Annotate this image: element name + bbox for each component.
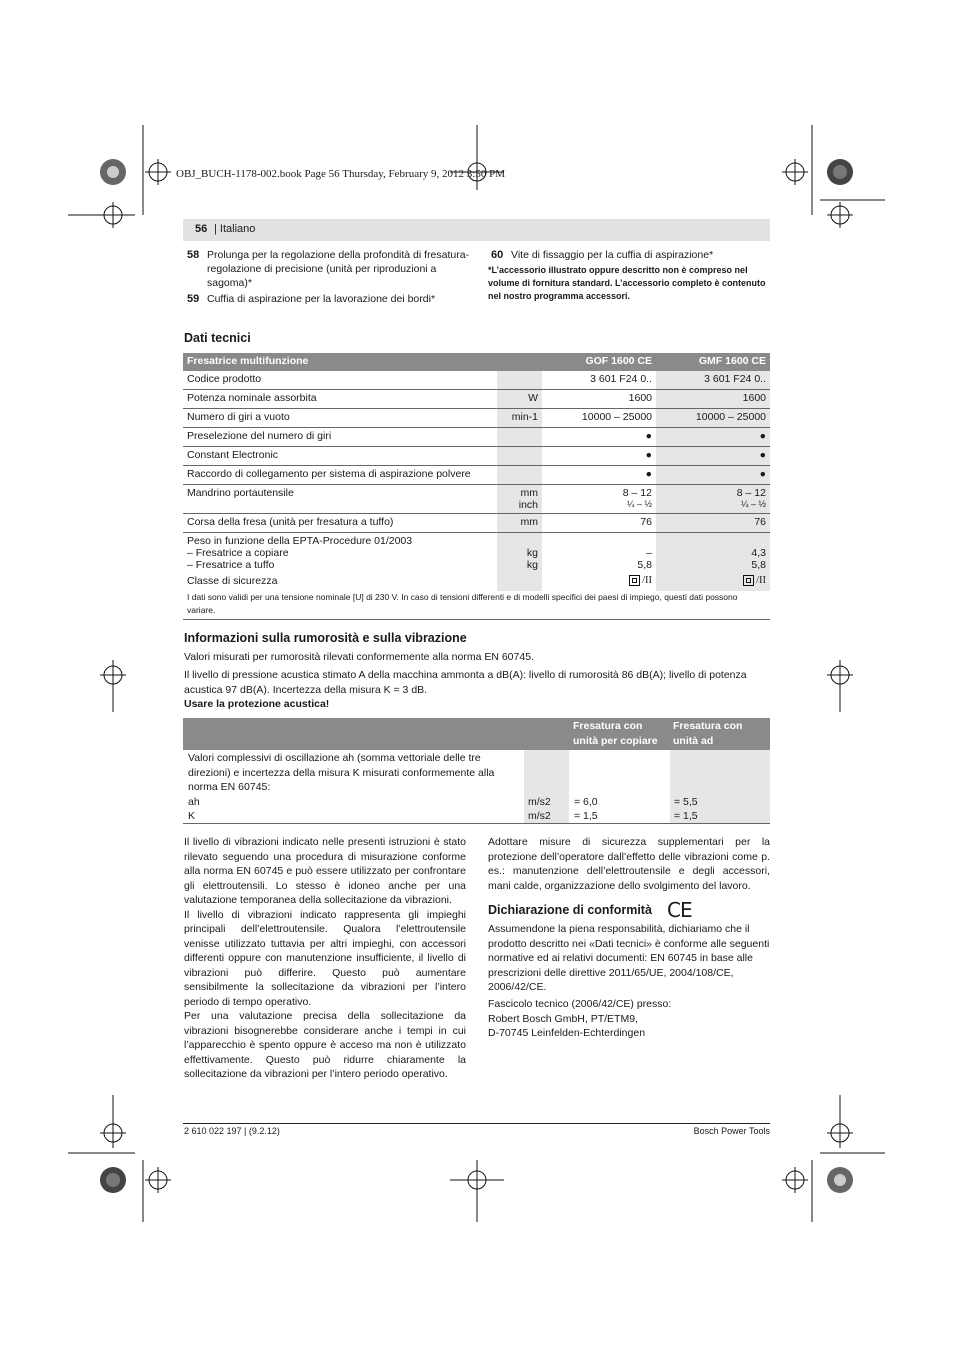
table-row: Classe di sicurezza /II /II xyxy=(183,573,770,591)
footer-left: 2 610 022 197 | (9.2.12) xyxy=(184,1126,280,1136)
noise-p1: Valori misurati per rumorosità rilevati conformemente alla norma EN 60745. xyxy=(184,651,534,663)
tech-header-row xyxy=(183,353,770,371)
noise-p2: Il livello di pressione acustica stimato A della macchina ammonta a dB(A): livello di rumorosità 86 dB(A); livello di potenza acustica 97 dB(A). Incertezza della misura K = 3 dB. xyxy=(184,669,747,696)
part-text: Prolunga per la regolazione della profondità di fresatura-regolazione di precisione (unità per riproduzioni a sagoma)* xyxy=(207,249,470,289)
part-number: 60 xyxy=(491,249,504,261)
tech-header-product: Fresatrice multifunzione xyxy=(183,353,497,371)
tech-title: Dati tecnici xyxy=(184,331,251,345)
tech-header-gof: GOF 1600 CE xyxy=(542,353,656,371)
page-header-bar xyxy=(183,219,770,241)
part-number: 58 xyxy=(187,249,200,261)
vibration-info-left: Il livello di vibrazioni indicato nelle presenti istruzioni è stato rilevato seguendo una procedura di misurazione conforme alla norma EN 60745 e può essere utilizzato per confrontare gli elettroutensili. Lo stesso è idoneo anche per una valutazione temporanea della sollecitazione da vibrazioni. Il livello di vibrazioni indicato rappresenta gli impieghi principali dell’elettroutensile. Qualora l’elettroutensile venisse utilizzato tuttavia per altri impieghi, con accessori differenti oppure con manutenzione insufficiente, il livello di vibrazioni può differire. Questo può aumentare sensibilmente la sollecitazione da vibrazioni per l’intero periodo di tempo operativo. Per una valutazione precisa della sollecitazione da vibrazioni bisognerebbe considerare anche i tempi in cui l’apparecchio è spento oppure è acceso ma non è utilizzato effettivamente. Questo può ridurre chiaramente la sollecitazione da vibrazioni per l’intero periodo operativo. xyxy=(184,836,466,1080)
print-header: OBJ_BUCH-1178-002.book Page 56 Thursday, February 9, 2012 3:50 PM xyxy=(176,168,505,180)
part-text: Vite di fissaggio per la cuffia di aspirazione* xyxy=(511,249,714,261)
footer-rule xyxy=(183,1123,770,1124)
conformity-p2: Fascicolo tecnico (2006/42/CE) presso: Robert Bosch GmbH, PT/ETM9, D-70745 Leinfelden-Echterdingen xyxy=(488,998,672,1039)
ce-mark-icon: CE xyxy=(667,898,692,922)
part-text: Cuffia di aspirazione per la lavorazione dei bordi* xyxy=(207,293,436,305)
protection-class-icon: /II xyxy=(743,575,766,586)
tech-header-gmf: GMF 1600 CE xyxy=(656,353,770,371)
table-row: Constant Electronic ● ● xyxy=(183,447,770,466)
table-row: Potenza nominale assorbita W 1600 1600 xyxy=(183,390,770,409)
part-number: 59 xyxy=(187,293,200,305)
table-row: Preselezione del numero di giri ● ● xyxy=(183,428,770,447)
table-row: Codice prodotto 3 601 F24 0.. 3 601 F24 0.. xyxy=(183,371,770,390)
noise-p3: Usare la protezione acustica! xyxy=(184,698,330,710)
table-row: Numero di giri a vuoto min-1 10000 – 25000 10000 – 25000 xyxy=(183,409,770,428)
table-row: Raccordo di collegamento per sistema di aspirazione polvere ● ● xyxy=(183,466,770,485)
accessory-note: *L’accessorio illustrato oppure descritto non è compreso nel volume di fornitura standard. L’accessorio completo è contenuto nel nostro programma accessori. xyxy=(488,265,766,301)
vib-desc: Valori complessivi di oscillazione ah (somma vettoriale delle tre direzioni) e incertezza della misura K misurati conformemente alla norma EN 60745: xyxy=(188,752,495,793)
vib-header: Fresatura con unità per copiare Fresatura con unità ad xyxy=(183,718,770,750)
tech-note: I dati sono validi per una tensione nominale [U] di 230 V. In caso di tensioni differenti e di modelli specifici dei paesi di impiego, questi dati possono variare. xyxy=(187,592,738,615)
tech-table xyxy=(183,353,770,620)
conformity-title: Dichiarazione di conformità xyxy=(488,903,652,917)
vibration-info-right: Adottare misure di sicurezza supplementari per la protezione dell’operatore dall’effetto delle vibrazioni come p. es.: manutenzione dell’elettroutensile e degli accessori, mani calde, organizzazione dello svolgimento del lavoro. xyxy=(488,836,770,892)
page-section: | Italiano xyxy=(214,223,256,235)
table-row: Peso in funzione della EPTA-Procedure 01/2003 – Fresatrice a copiare – Fresatrice a tuffo kg kg – 5,8 4,3 5,8 xyxy=(183,533,770,574)
conformity-p1: Assumendone la piena responsabilità, dichiariamo che il prodotto descritto nei «Dati tecnici» è conforme alle seguenti normative ed ai relativi documenti: EN 60745 in base alle prescrizioni delle direttive 2011/65/UE, 2004/108/CE, 2006/42/CE. xyxy=(488,923,770,993)
protection-class-icon: /II xyxy=(629,575,652,586)
footer-right: Bosch Power Tools xyxy=(693,1126,770,1136)
table-row: Mandrino portautensile mm inch 8 – 12 ¼ – ½ 8 – 12 ¼ – ½ xyxy=(183,485,770,514)
noise-title: Informazioni sulla rumorosità e sulla vibrazione xyxy=(184,631,467,645)
page-number: 56 xyxy=(195,223,208,235)
table-row: Corsa della fresa (unità per fresatura a tuffo) mm 76 76 xyxy=(183,514,770,533)
